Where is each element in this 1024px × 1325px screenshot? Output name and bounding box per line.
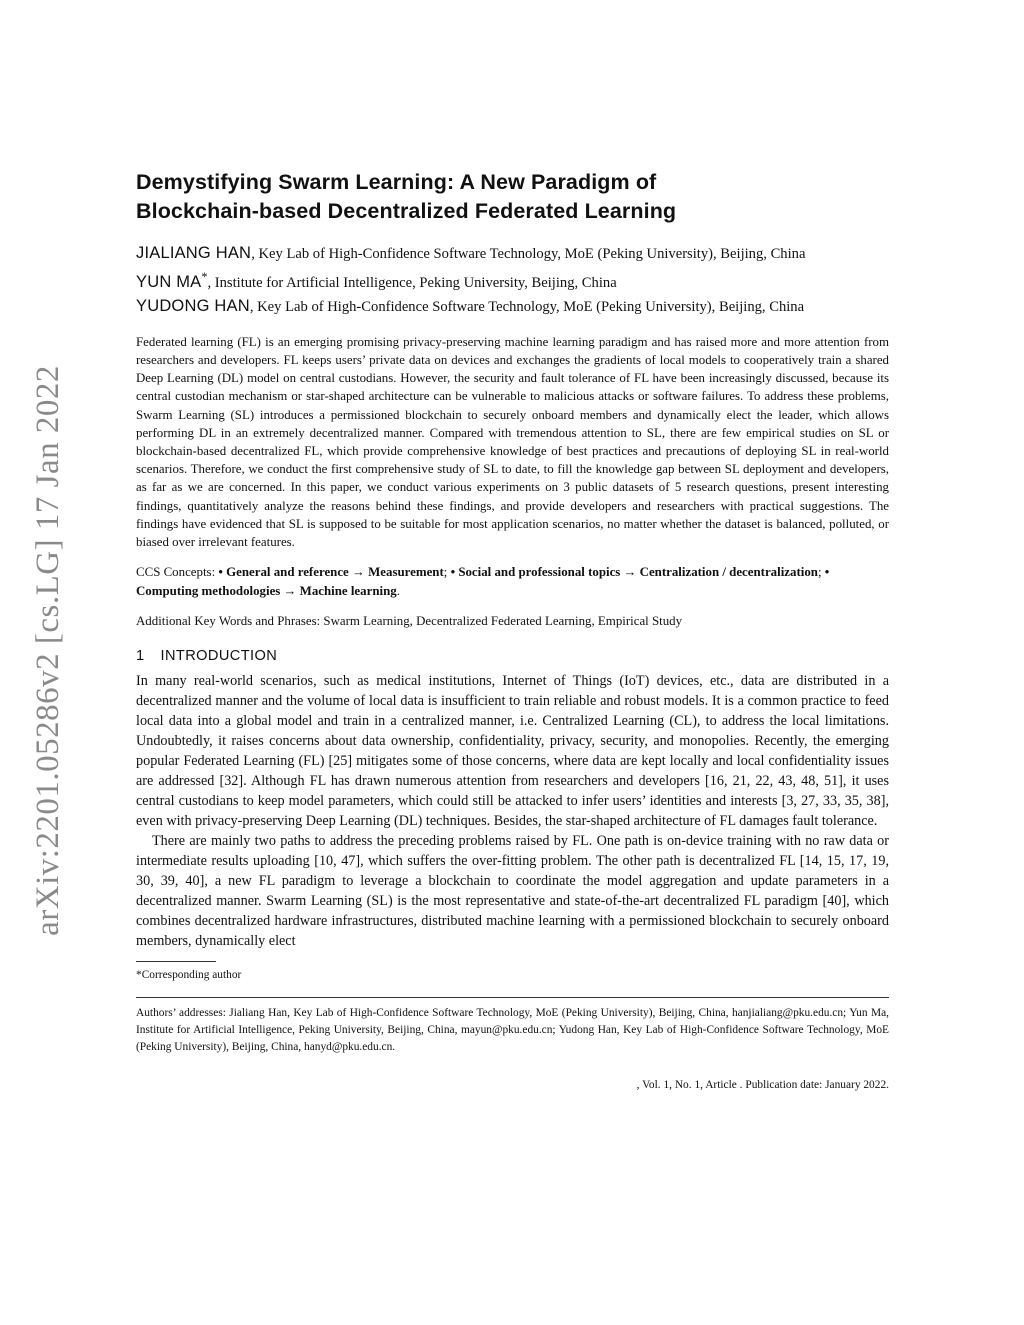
ccs-concept: • General and reference → Measurement [218,565,444,580]
section-number: 1 [136,647,145,664]
paper-title [136,168,889,226]
ccs-concepts [136,563,889,599]
section-title: INTRODUCTION [160,647,278,664]
arxiv-side-stamp [18,360,78,940]
corresponding-mark: * [201,270,208,284]
footnote-rule [136,961,216,962]
ccs-separator: ; [817,565,825,580]
title-line-2: Blockchain-based Decentralized Federated Learning [136,199,677,223]
author-entry [136,266,889,295]
ccs-separator: ; [443,565,451,580]
ccs-end: . [396,583,400,598]
arxiv-identifier: arXiv:2201.05286v2 [cs.LG] 17 Jan 2022 [29,364,66,936]
author-name: YUN MA [136,272,202,291]
section-heading [136,648,889,664]
author-name: JIALIANG HAN [136,244,252,262]
author-addresses: Authors’ addresses: Jialiang Han, Key Lab of High-Confidence Software Technology, MoE (Peking University), Beijing, China, hanjialiang@pku.edu.cn; Yun Ma, Institute for Artificial Intelligence, Peking University, Beijing, China, mayun@pku.edu.cn; Yudong Han, Key Lab of High-Confidence Software Technology, MoE (Peking University), Beijing, China, hanyd@pku.edu.cn. [136,1006,889,1054]
title-line-1: Demystifying Swarm Learning: A New Paradigm of [136,170,657,194]
body-paragraph: There are mainly two paths to address the preceding problems raised by FL. One path is on-device training with no raw data or intermediate results uploading [10, 47], which suffers the over-fitting problem. The other path is decentralized FL [14, 15, 17, 19, 30, 39, 40], a new FL paradigm to leverage a blockchain to coordinate the model aggregation and update parameters in a decentralized manner. Swarm Learning (SL) is the most representative and state-of-the-art decentralized FL paradigm [40], which combines decentralized hardware infrastructures, distributed machine learning with a permissioned blockchain to securely onboard members, dynamically elect [136,832,889,949]
author-entry [136,242,889,266]
author-affiliation: , Key Lab of High-Confidence Software Technology, MoE (Peking University), Beijing, China [251,246,806,262]
paper-page [136,168,889,1091]
body-paragraph: In many real-world scenarios, such as medical institutions, Internet of Things (IoT) devices, etc., data are distributed in a decentralized manner and the volume of local data is insufficient to train reliable and robust models. It is a common practice to feed local data into a global model and train in a centralized manner, i.e. Centralized Learning (CL), to address the local limitations. Undoubtedly, it raises concerns about data ownership, confidentiality, privacy, security, and monopolies. Recently, the emerging popular Federated Learning (FL) [25] mitigates some of those concerns, where data are kept locally and local confidentiality issues are addressed [32]. Although FL has drawn numerous attention from researchers and developers [16, 21, 22, 43, 48, 51], it uses central custodians to keep model parameters, which could still be attacked to infer users’ identities and interests [3, 27, 33, 35, 38], even with privacy-preserving Deep Learning (DL) techniques. Besides, the star-shaped architecture of FL damages fault tolerance. [136,672,889,829]
publication-info: , Vol. 1, No. 1, Article . Publication date: January 2022. [636,1078,889,1091]
ccs-concept: • Social and professional topics → Centralization / decentralization [450,565,818,580]
abstract: Federated learning (FL) is an emerging promising privacy-preserving machine learning paradigm and has raised more and more attention from researchers and developers. FL keeps users’ private data on devices and exchanges the gradients of local models to cooperatively train a shared Deep Learning (DL) model on central custodians. However, the security and fault tolerance of FL have been increasingly discussed, because its central custodian mechanism or star-shaped architecture can be vulnerable to malicious attacks or software failures. To address these problems, Swarm Learning (SL) introduces a permissioned blockchain to securely onboard members and dynamically elect the leader, which allows performing DL in an extremely decentralized manner. Compared with tremendous attention to SL, there are few empirical studies on SL or blockchain-based decentralized FL, which provide comprehensive knowledge of best practices and precautions of deploying SL in real-world scenarios. Therefore, we conduct the first comprehensive study of SL to date, to fill the knowledge gap between SL deployment and developers, as far as we are concerned. In this paper, we conduct various experiments on 3 public datasets of 5 research questions, present interesting findings, quantitatively analyze the reasons behind these findings, and provide developers and researchers with practical suggestions. The findings have evidenced that SL is supposed to be suitable for most application scenarios, no matter whether the dataset is balanced, polluted, or biased over irrelevant features. [136,334,889,550]
ccs-label: CCS Concepts: [136,565,219,580]
author-affiliation: , Institute for Artificial Intelligence, Peking University, Beijing, China [207,274,617,291]
ccs-concept: • Computing methodologies → Machine learning [136,565,830,598]
author-list [136,242,889,319]
keywords: Additional Key Words and Phrases: Swarm Learning, Decentralized Federated Learning, Empirical Study [136,613,683,628]
author-affiliation: , Key Lab of High-Confidence Software Technology, MoE (Peking University), Beijing, China [249,298,805,315]
addresses-rule [136,997,889,998]
author-entry [136,295,889,319]
author-name: YUDONG HAN [136,296,250,315]
footnote: *Corresponding author [136,968,242,981]
